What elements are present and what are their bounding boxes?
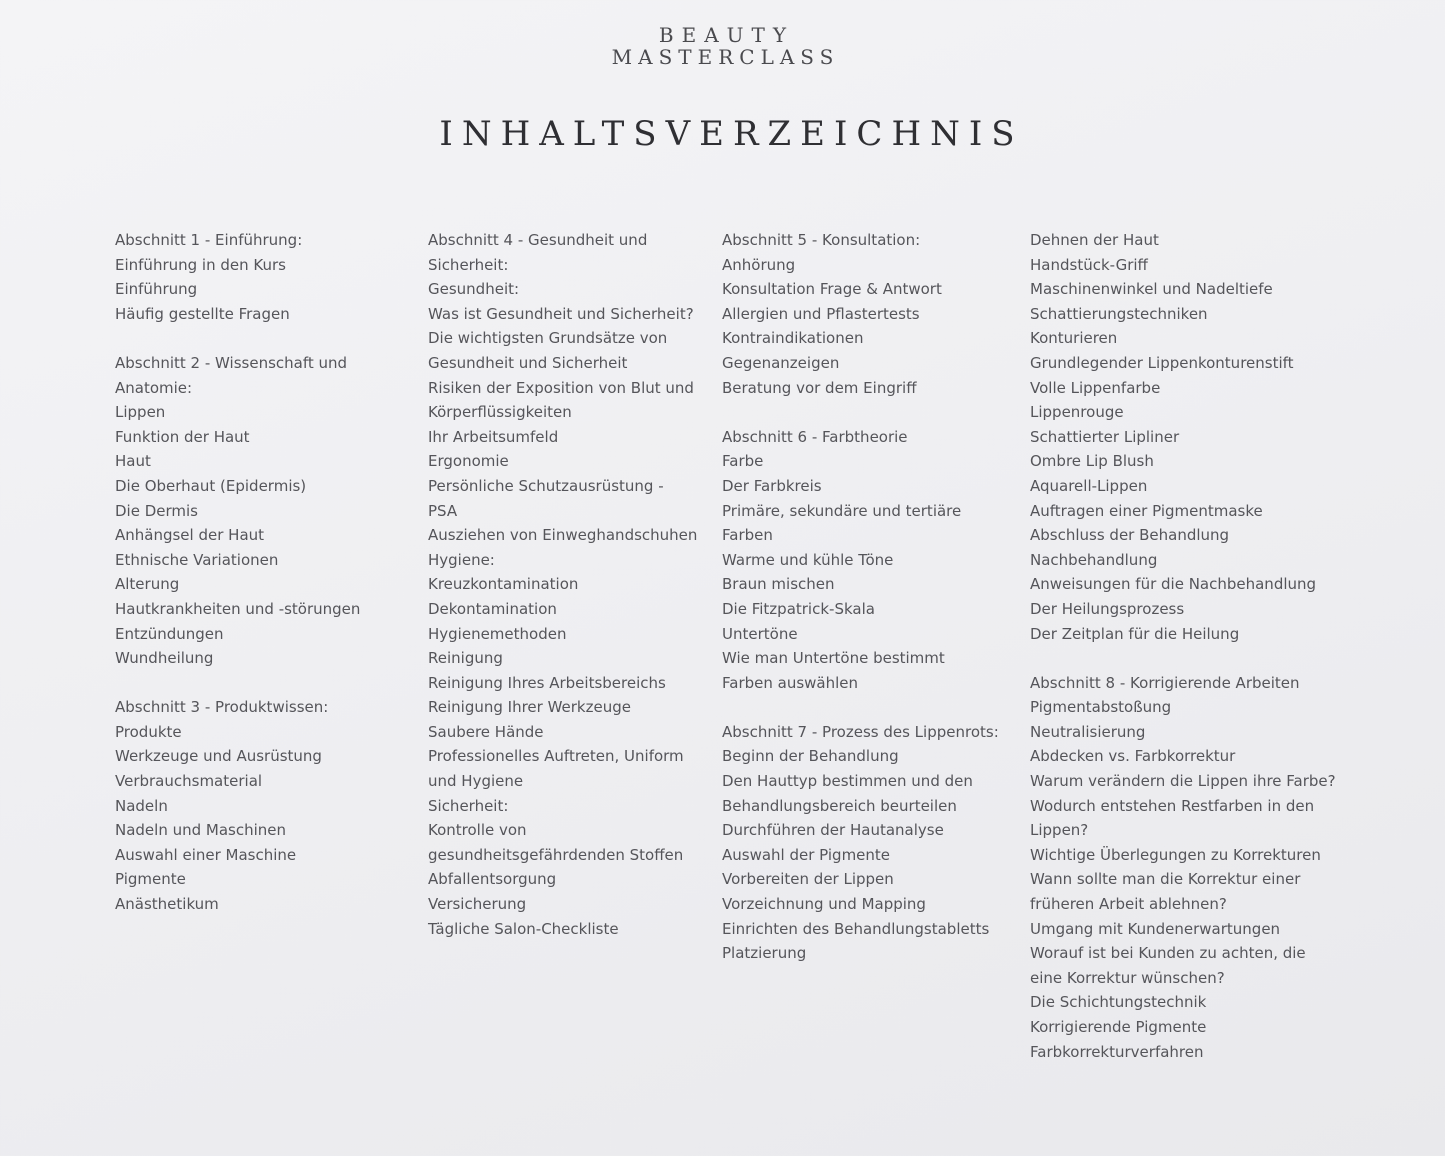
- toc-entry: Einführung: [115, 280, 198, 299]
- toc-entry: Handstück-Griff: [1030, 255, 1148, 274]
- toc-column-3: [722, 228, 999, 966]
- toc-entry: Haut: [115, 452, 151, 471]
- toc-entry: Persönliche Schutzausrüstung -: [428, 476, 664, 495]
- toc-entry: Abfallentsorgung: [428, 870, 557, 889]
- toc-entry: Warme und kühle Töne: [722, 550, 894, 569]
- toc-entry: Was ist Gesundheit und Sicherheit?: [428, 304, 694, 323]
- toc-entry: Neutralisierung: [1030, 722, 1146, 741]
- brand-line-beauty: BEAUTY: [658, 23, 795, 47]
- toc-entry: Nachbehandlung: [1030, 550, 1158, 569]
- toc-entry: Professionelles Auftreten, Uniform: [428, 747, 684, 766]
- toc-entry: Vorzeichnung und Mapping: [722, 895, 926, 914]
- toc-entry: Auswahl einer Maschine: [115, 845, 297, 864]
- toc-entry: Versicherung: [428, 895, 527, 914]
- toc-entry: Anhängsel der Haut: [115, 526, 265, 545]
- toc-entry: Einführung in den Kurs: [115, 255, 286, 274]
- page-title: INHALTSVERZEICHNIS: [439, 114, 1024, 154]
- toc-entry: Anweisungen für die Nachbehandlung: [1030, 575, 1317, 594]
- toc-entry: Anhörung: [722, 255, 796, 274]
- toc-entry: Sicherheit:: [428, 255, 509, 274]
- toc-entry: Der Farbkreis: [722, 476, 822, 495]
- toc-entry: Nadeln und Maschinen: [115, 821, 287, 840]
- toc-entry: Farben auswählen: [722, 673, 859, 692]
- toc-entry: Konsultation Frage & Antwort: [722, 280, 942, 299]
- toc-entry: Reinigung Ihrer Werkzeuge: [428, 698, 631, 717]
- toc-entry: Farben: [722, 526, 773, 545]
- toc-entry: Grundlegender Lippenkonturenstift: [1030, 353, 1294, 372]
- toc-section-heading: Abschnitt 3 - Produktwissen:: [115, 698, 329, 717]
- toc-entry: Saubere Hände: [428, 722, 544, 741]
- toc-section-heading: Abschnitt 4 - Gesundheit und: [428, 231, 648, 249]
- toc-entry: Anästhetikum: [115, 895, 219, 914]
- toc-entry: Durchführen der Hautanalyse: [722, 821, 944, 840]
- toc-entry: Die Fitzpatrick-Skala: [722, 599, 875, 618]
- toc-entry: Der Heilungsprozess: [1030, 599, 1185, 618]
- toc-entry: Konturieren: [1030, 329, 1118, 348]
- toc-entry: PSA: [428, 501, 458, 520]
- toc-entry: Kontraindikationen: [722, 329, 864, 348]
- toc-entry: Produkte: [115, 722, 182, 741]
- toc-entry: Verbrauchsmaterial: [115, 772, 263, 791]
- toc-entry: Risiken der Exposition von Blut und: [428, 378, 694, 397]
- toc-entry: Tägliche Salon-Checkliste: [428, 919, 619, 938]
- toc-section-heading: Abschnitt 2 - Wissenschaft und: [115, 353, 348, 372]
- brand-logo: [0, 24, 1445, 68]
- toc-entry: Lippenrouge: [1030, 403, 1124, 422]
- toc-column-4: [1030, 228, 1336, 1064]
- toc-entry: Funktion der Haut: [115, 427, 250, 446]
- toc-entry: Häufig gestellte Fragen: [115, 304, 290, 323]
- toc-entry: Farbkorrekturverfahren: [1030, 1042, 1204, 1061]
- toc-section-heading: Abschnitt 7 - Prozess des Lippenrots:: [722, 722, 999, 741]
- toc-entry: und Hygiene: [428, 772, 524, 791]
- toc-entry: Warum verändern die Lippen ihre Farbe?: [1030, 772, 1336, 791]
- toc-entry: Abschluss der Behandlung: [1030, 526, 1230, 545]
- toc-entry: Behandlungsbereich beurteilen: [722, 796, 957, 815]
- toc-entry: Körperflüssigkeiten: [428, 403, 572, 422]
- toc-entry: Wundheilung: [115, 649, 214, 668]
- toc-spacer: [115, 671, 360, 696]
- toc-entry: Braun mischen: [722, 575, 835, 594]
- toc-entry: Primäre, sekundäre und tertiäre: [722, 501, 962, 520]
- toc-entry: Reinigung Ihres Arbeitsbereichs: [428, 673, 666, 692]
- toc-section-heading: Abschnitt 6 - Farbtheorie: [722, 427, 908, 446]
- toc-entry: Hautkrankheiten und -störungen: [115, 599, 361, 618]
- toc-entry: Gesundheit und Sicherheit: [428, 353, 628, 372]
- toc-entry: Kontrolle von: [428, 821, 527, 840]
- toc-entry: Allergien und Pflastertests: [722, 304, 920, 323]
- toc-entry: Einrichten des Behandlungstabletts: [722, 919, 990, 938]
- toc-entry: Untertöne: [722, 624, 798, 643]
- toc-entry: Farbe: [722, 452, 764, 471]
- toc-entry: Anatomie:: [115, 378, 193, 397]
- toc-entry: Der Zeitplan für die Heilung: [1030, 624, 1240, 643]
- toc-entry: Umgang mit Kundenerwartungen: [1030, 919, 1281, 938]
- toc-entry: Aquarell-Lippen: [1030, 476, 1148, 495]
- toc-entry: Pigmentabstoßung: [1030, 698, 1172, 717]
- brand-line-masterclass: MASTERCLASS: [611, 45, 840, 69]
- toc-entry: Beginn der Behandlung: [722, 747, 899, 766]
- toc-entry: Nadeln: [115, 796, 168, 815]
- toc-entry: Lippen: [115, 403, 166, 422]
- toc-entry: Worauf ist bei Kunden zu achten, die: [1030, 944, 1306, 963]
- toc-entry: Die Schichtungstechnik: [1030, 993, 1207, 1012]
- toc-entry: Korrigierende Pigmente: [1030, 1018, 1207, 1036]
- toc-entry: Lippen?: [1030, 821, 1089, 840]
- toc-spacer: [115, 326, 360, 351]
- toc-entry: Den Hauttyp bestimmen und den: [722, 772, 973, 791]
- toc-entry: Schattierter Lipliner: [1030, 427, 1180, 446]
- toc-entry: eine Korrektur wünschen?: [1030, 968, 1225, 987]
- toc-entry: Wie man Untertöne bestimmt: [722, 649, 945, 668]
- toc-entry: früheren Arbeit ablehnen?: [1030, 895, 1227, 914]
- toc-entry: Platzierung: [722, 944, 807, 963]
- toc-entry: Pigmente: [115, 870, 186, 889]
- toc-spacer: [722, 400, 999, 425]
- toc-entry: Hygiene:: [428, 550, 495, 569]
- toc-entry: Reinigung: [428, 649, 503, 668]
- toc-entry: Ombre Lip Blush: [1030, 452, 1154, 471]
- toc-section-heading: Abschnitt 1 - Einführung:: [115, 231, 303, 249]
- toc-entry: Hygienemethoden: [428, 624, 567, 643]
- toc-entry: Beratung vor dem Eingriff: [722, 378, 917, 397]
- toc-column-2: [428, 228, 697, 941]
- toc-entry: Schattierungstechniken: [1030, 304, 1208, 323]
- toc-entry: Wodurch entstehen Restfarben in den: [1030, 796, 1315, 815]
- toc-entry: Auswahl der Pigmente: [722, 845, 891, 864]
- toc-entry: Entzündungen: [115, 624, 224, 643]
- toc-entry: Werkzeuge und Ausrüstung: [115, 747, 322, 766]
- toc-entry: Volle Lippenfarbe: [1030, 378, 1161, 397]
- toc-entry: Wichtige Überlegungen zu Korrekturen: [1030, 845, 1321, 864]
- toc-spacer: [722, 695, 999, 720]
- toc-column-1: [115, 228, 360, 917]
- toc-entry: Die Oberhaut (Epidermis): [115, 476, 307, 495]
- toc-entry: Gesundheit:: [428, 280, 520, 299]
- toc-entry: Vorbereiten der Lippen: [722, 870, 894, 889]
- toc-entry: Abdecken vs. Farbkorrektur: [1030, 747, 1236, 766]
- toc-entry: Ausziehen von Einweghandschuhen: [428, 526, 698, 545]
- toc-section-heading: Abschnitt 5 - Konsultation:: [722, 231, 921, 249]
- toc-entry: Ethnische Variationen: [115, 550, 279, 569]
- toc-entry: Dekontamination: [428, 599, 557, 618]
- toc-entry: Alterung: [115, 575, 180, 594]
- toc-entry: Ergonomie: [428, 452, 509, 471]
- toc-entry: gesundheitsgefährdenden Stoffen: [428, 845, 684, 864]
- toc-spacer: [1030, 646, 1336, 671]
- toc-entry: Kreuzkontamination: [428, 575, 579, 594]
- toc-entry: Die Dermis: [115, 501, 198, 520]
- toc-entry: Ihr Arbeitsumfeld: [428, 427, 559, 446]
- toc-entry: Maschinenwinkel und Nadeltiefe: [1030, 280, 1273, 299]
- toc-entry: Wann sollte man die Korrektur einer: [1030, 870, 1301, 889]
- toc-entry: Gegenanzeigen: [722, 353, 840, 372]
- toc-entry: Auftragen einer Pigmentmaske: [1030, 501, 1263, 520]
- toc-entry: Dehnen der Haut: [1030, 231, 1159, 249]
- toc-entry: Die wichtigsten Grundsätze von: [428, 329, 668, 348]
- toc-entry: Sicherheit:: [428, 796, 509, 815]
- toc-section-heading: Abschnitt 8 - Korrigierende Arbeiten: [1030, 673, 1300, 692]
